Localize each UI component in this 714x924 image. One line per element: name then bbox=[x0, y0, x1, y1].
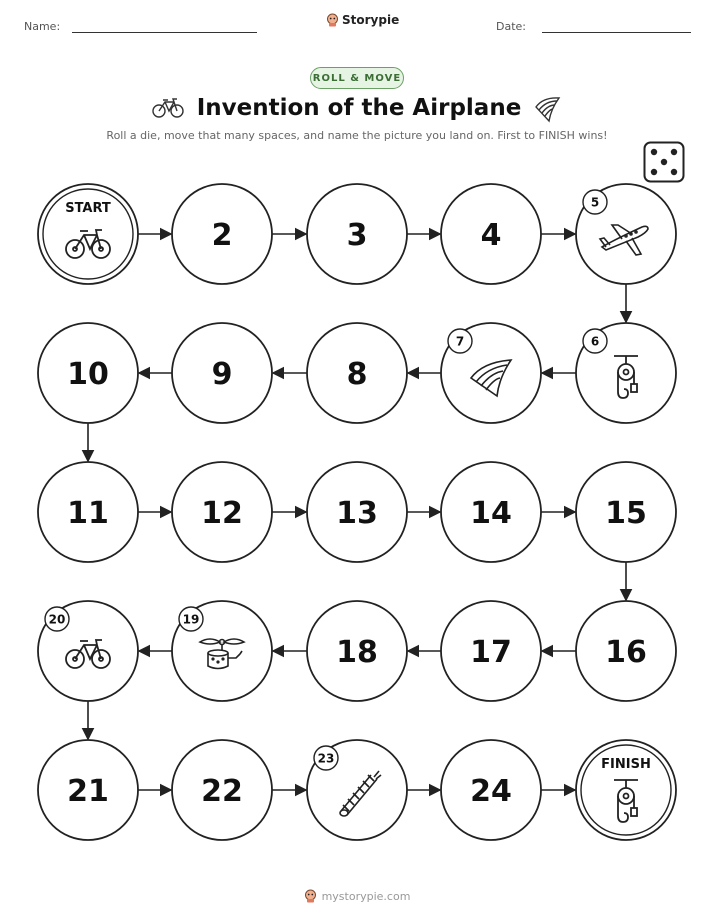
brand-name: Storypie bbox=[342, 13, 400, 27]
board-space-10[interactable] bbox=[38, 323, 138, 423]
board-space-5[interactable] bbox=[576, 184, 676, 284]
space-number-badge bbox=[583, 190, 607, 214]
space-number-badge bbox=[45, 607, 69, 631]
board-space-24[interactable] bbox=[441, 740, 541, 840]
board-space-18[interactable] bbox=[307, 601, 407, 701]
space-number: 4 bbox=[480, 218, 502, 253]
board-space-22[interactable] bbox=[172, 740, 272, 840]
space-number-badge bbox=[448, 329, 472, 353]
board-space-7[interactable] bbox=[441, 323, 541, 423]
space-number: 6 bbox=[590, 334, 600, 349]
board-space-6[interactable] bbox=[576, 323, 676, 423]
board-space-16[interactable] bbox=[576, 601, 676, 701]
start-label: START bbox=[65, 201, 111, 216]
footer bbox=[0, 889, 714, 903]
board-space-23[interactable] bbox=[307, 740, 407, 840]
space-number: 17 bbox=[470, 635, 512, 670]
storypie-mascot-icon bbox=[304, 889, 317, 903]
name-label: Name: bbox=[24, 20, 61, 33]
board-space-13[interactable] bbox=[307, 462, 407, 562]
space-number: 8 bbox=[346, 357, 368, 392]
space-number: 20 bbox=[48, 612, 66, 627]
space-number: 21 bbox=[67, 774, 109, 809]
board-space-9[interactable] bbox=[172, 323, 272, 423]
space-number: 14 bbox=[470, 496, 512, 531]
space-number: 24 bbox=[470, 774, 512, 809]
date-label: Date: bbox=[496, 20, 526, 33]
page-title: Invention of the Airplane bbox=[196, 95, 522, 121]
finish-label: FINISH bbox=[601, 757, 651, 772]
board-space-11[interactable] bbox=[38, 462, 138, 562]
space-number: 16 bbox=[605, 635, 647, 670]
instructions: Roll a die, move that many spaces, and name the picture you land on. First to FINISH wins! bbox=[106, 129, 608, 142]
space-number: 19 bbox=[182, 612, 200, 627]
space-number: 12 bbox=[201, 496, 243, 531]
finish-space[interactable] bbox=[576, 740, 676, 840]
space-number: 3 bbox=[346, 218, 368, 253]
space-number-badge bbox=[314, 746, 338, 770]
space-number: 15 bbox=[605, 496, 647, 531]
space-number: 22 bbox=[201, 774, 243, 809]
space-number: 5 bbox=[590, 195, 600, 210]
board-space-2[interactable] bbox=[172, 184, 272, 284]
space-number: 18 bbox=[336, 635, 378, 670]
space-number: 7 bbox=[455, 334, 465, 349]
board-space-17[interactable] bbox=[441, 601, 541, 701]
board-space-19[interactable] bbox=[172, 601, 272, 701]
board-space-12[interactable] bbox=[172, 462, 272, 562]
space-number-badge bbox=[179, 607, 203, 631]
board-spaces bbox=[38, 184, 676, 840]
board-space-3[interactable] bbox=[307, 184, 407, 284]
space-number: 13 bbox=[336, 496, 378, 531]
board-space-4[interactable] bbox=[441, 184, 541, 284]
footer-url[interactable]: mystorypie.com bbox=[321, 889, 411, 903]
board-space-8[interactable] bbox=[307, 323, 407, 423]
roll-and-move-badge: ROLL & MOVE bbox=[310, 67, 404, 89]
space-number: 2 bbox=[211, 218, 233, 253]
board-space-14[interactable] bbox=[441, 462, 541, 562]
space-number: 11 bbox=[67, 496, 109, 531]
board-space-15[interactable] bbox=[576, 462, 676, 562]
space-number: 23 bbox=[317, 751, 335, 766]
start-space[interactable] bbox=[38, 184, 138, 284]
space-number: 10 bbox=[67, 357, 109, 392]
board-space-21[interactable] bbox=[38, 740, 138, 840]
board-space-20[interactable] bbox=[38, 601, 138, 701]
space-number-badge bbox=[583, 329, 607, 353]
space-number: 9 bbox=[211, 357, 233, 392]
